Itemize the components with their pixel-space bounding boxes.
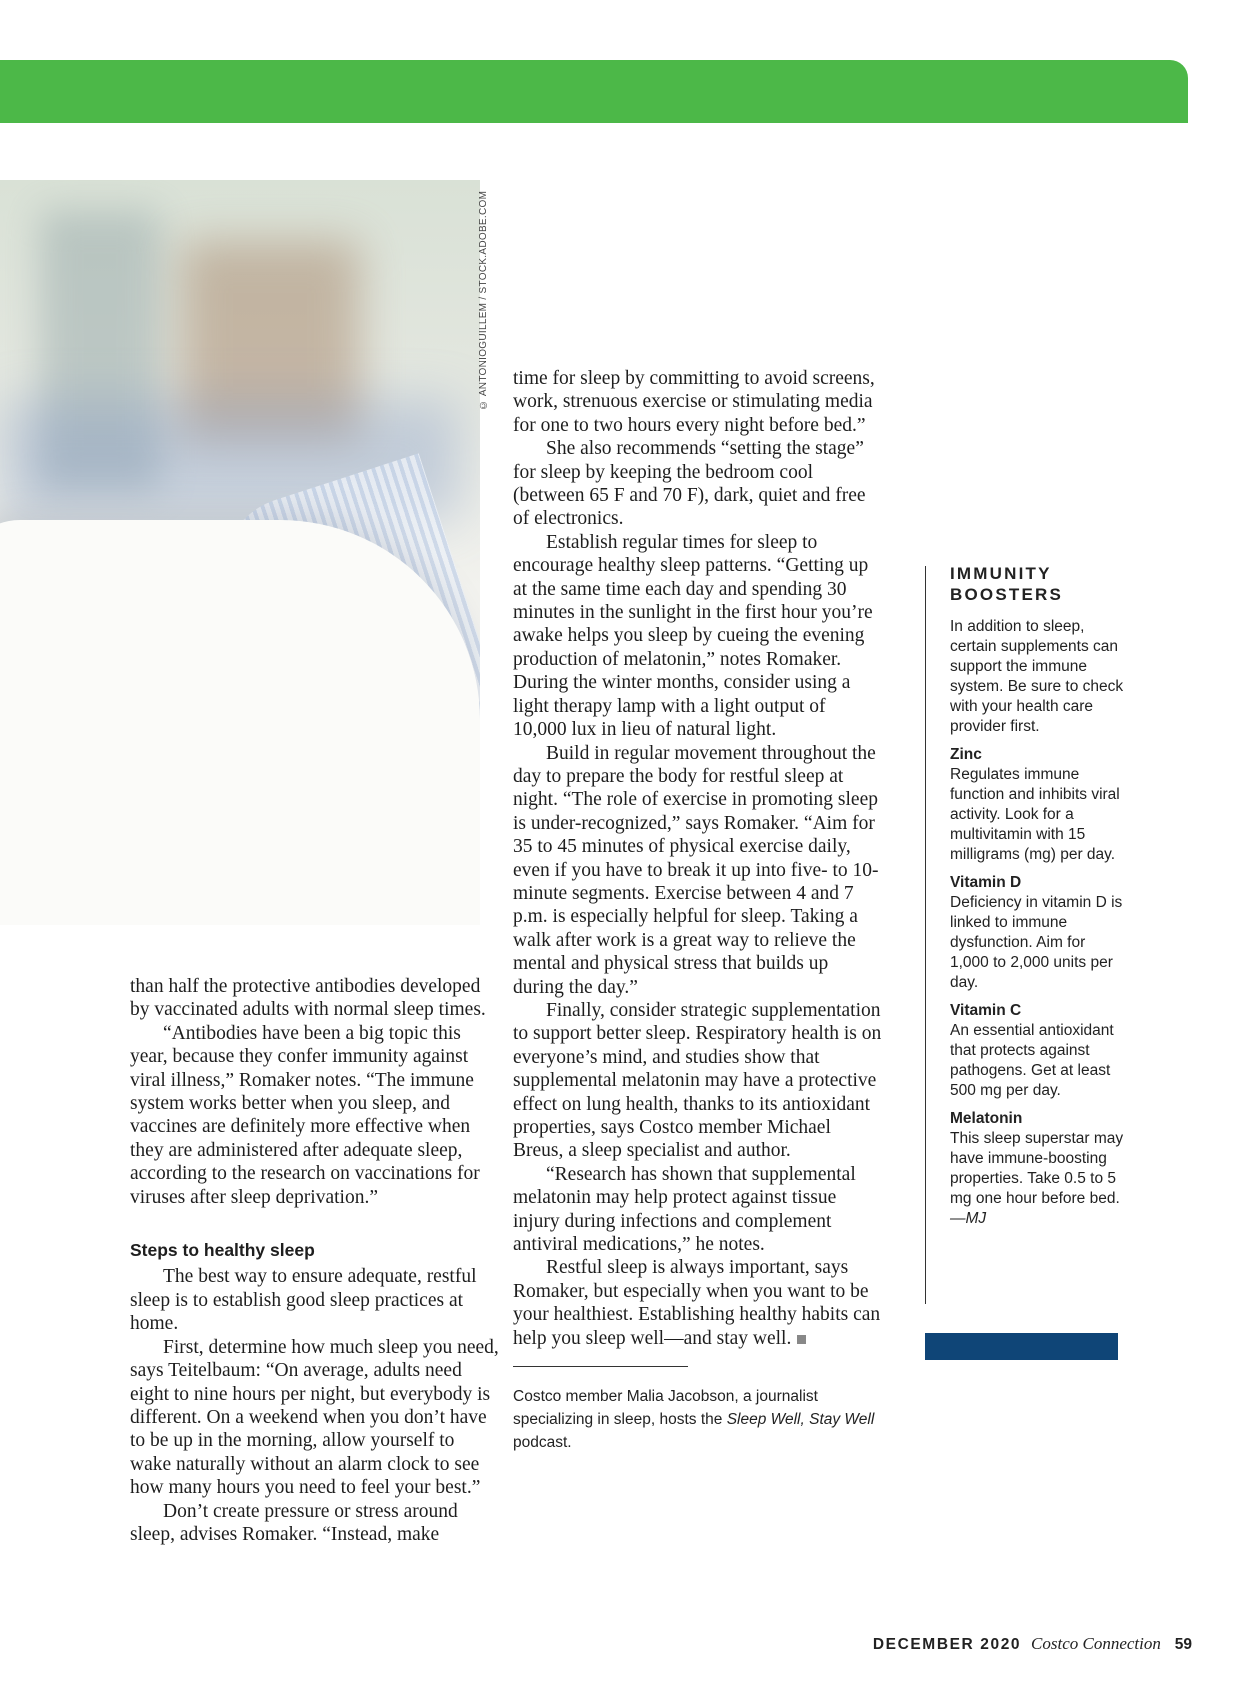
sidebar-item-melatonin-text: This sleep superstar may have immune-boosting properties. Take 0.5 to 5 mg one hour before bed.—MJ [950, 1130, 1124, 1227]
sidebar-color-bar [925, 1333, 1118, 1360]
bed-pillow-photo [0, 180, 480, 925]
sidebar-item-vitamin-d-text: Deficiency in vitamin D is linked to immune dysfunction. Aim for 1,000 to 2,000 units per day. [950, 894, 1123, 991]
sidebar-divider [925, 566, 926, 1304]
sidebar-item-zinc-text: Regulates immune function and inhibits viral activity. Look for a multivitamin with 15 milligrams (mg) per day. [950, 766, 1120, 863]
end-mark-icon [797, 1335, 806, 1344]
signoff: —MJ [950, 1210, 987, 1227]
sidebar-item-vitamin-c-text: An essential antioxidant that protects against pathogens. Get at least 500 mg per day. [950, 1022, 1114, 1099]
photo-credit: © ANTONIOGUILLEM / STOCK.ADOBE.COM [478, 190, 489, 410]
paragraph: “Research has shown that supplemental melatonin may help protect against tissue injury during infections and complement antiviral medications,” he notes. [513, 1163, 856, 1256]
magazine-name: Costco Connection [1031, 1634, 1161, 1653]
sidebar-item-melatonin-title: Melatonin [950, 1110, 1023, 1127]
paragraph: Finally, consider strategic supplementation to support better sleep. Respiratory health is on everyone’s mind, and studies show that supplemental melatonin may have a protective effect on lung health, thanks to its antioxidant properties, says Costco member Michael Breus, a sleep specialist and author. [513, 999, 882, 1162]
paragraph: First, determine how much sleep you need, says Teitelbaum: “On average, adults need eight to nine hours per night, but everybody is different. On a weekend when you don’t have to be up in the morning, allow yourself to wake naturally without an alarm clock to see how many hours you need to feel your best.” [130, 1336, 499, 1499]
paragraph: “Antibodies have been a big topic this year, because they confer immunity against viral illness,” Romaker notes. “The immune system works better when you sleep, and vaccines are definitely more effective when they are administered after adequate sleep, according to the research on vaccinations for viruses after sleep deprivation.” [130, 1022, 480, 1208]
paragraph: Build in regular movement throughout the day to prepare the body for restful sleep at night. “The role of exercise in promoting sleep is under-recognized,” says Romaker. “Aim for 35 to 45 minutes of physical exercise daily, even if you have to break it up into five- to 10-minute segments. Exercise between 4 and 7 p.m. is especially helpful for sleep. Taking a walk after work is a great way to relieve the mental and physical stress that builds up during the day.” [513, 742, 879, 998]
page-footer [873, 1634, 1192, 1654]
paragraph: The best way to ensure adequate, restful sleep is to establish good sleep practices at home. [130, 1266, 477, 1335]
sidebar-title: IMMUNITY BOOSTERS [950, 564, 1064, 604]
article-column-2 [513, 367, 883, 1454]
paragraph: Establish regular times for sleep to encourage healthy sleep patterns. “Getting up at the same time each day and spending 30 minutes in the sunlight in the first hour you’re awake helps you sleep by cueing the evening production of melatonin,” notes Romaker. During the winter months, consider using a light therapy lamp with a light output of 10,000 lux in lieu of natural light. [513, 531, 873, 741]
paragraph: than half the protective antibodies developed by vaccinated adults with normal sleep times. [130, 976, 486, 1021]
subheading: Steps to healthy sleep [130, 1240, 315, 1261]
bio-divider [513, 1366, 688, 1367]
paragraph: time for sleep by committing to avoid screens, work, strenuous exercise or stimulating media for one to two hours every night before bed.” [513, 368, 875, 436]
paragraph: She also recommends “setting the stage” for sleep by keeping the bedroom cool (between 65 F and 70 F), dark, quiet and free of electronics. [513, 438, 866, 530]
article-column-1 [130, 975, 500, 1546]
immunity-boosters-sidebar [950, 563, 1128, 1229]
section-banner [0, 60, 1188, 123]
page-number: 59 [1174, 1636, 1192, 1653]
issue-date: DECEMBER 2020 [872, 1636, 1022, 1653]
paragraph: Don’t create pressure or stress around sleep, advises Romaker. “Instead, make [130, 1500, 458, 1545]
sidebar-item-zinc-title: Zinc [950, 746, 982, 763]
author-bio: Costco member Malia Jacobson, a journalist specializing in sleep, hosts the Sleep Well, Stay Well podcast. [513, 1388, 875, 1452]
sidebar-item-vitamin-d-title: Vitamin D [950, 874, 1022, 891]
sidebar-intro: In addition to sleep, certain supplements can support the immune system. Be sure to check with your health care provider first. [950, 618, 1124, 735]
sidebar-item-vitamin-c-title: Vitamin C [950, 1002, 1022, 1019]
paragraph-final: Restful sleep is always important, says Romaker, but especially when you want to be your healthiest. Establishing healthy habits can help you sleep well—and stay well. [513, 1257, 881, 1349]
